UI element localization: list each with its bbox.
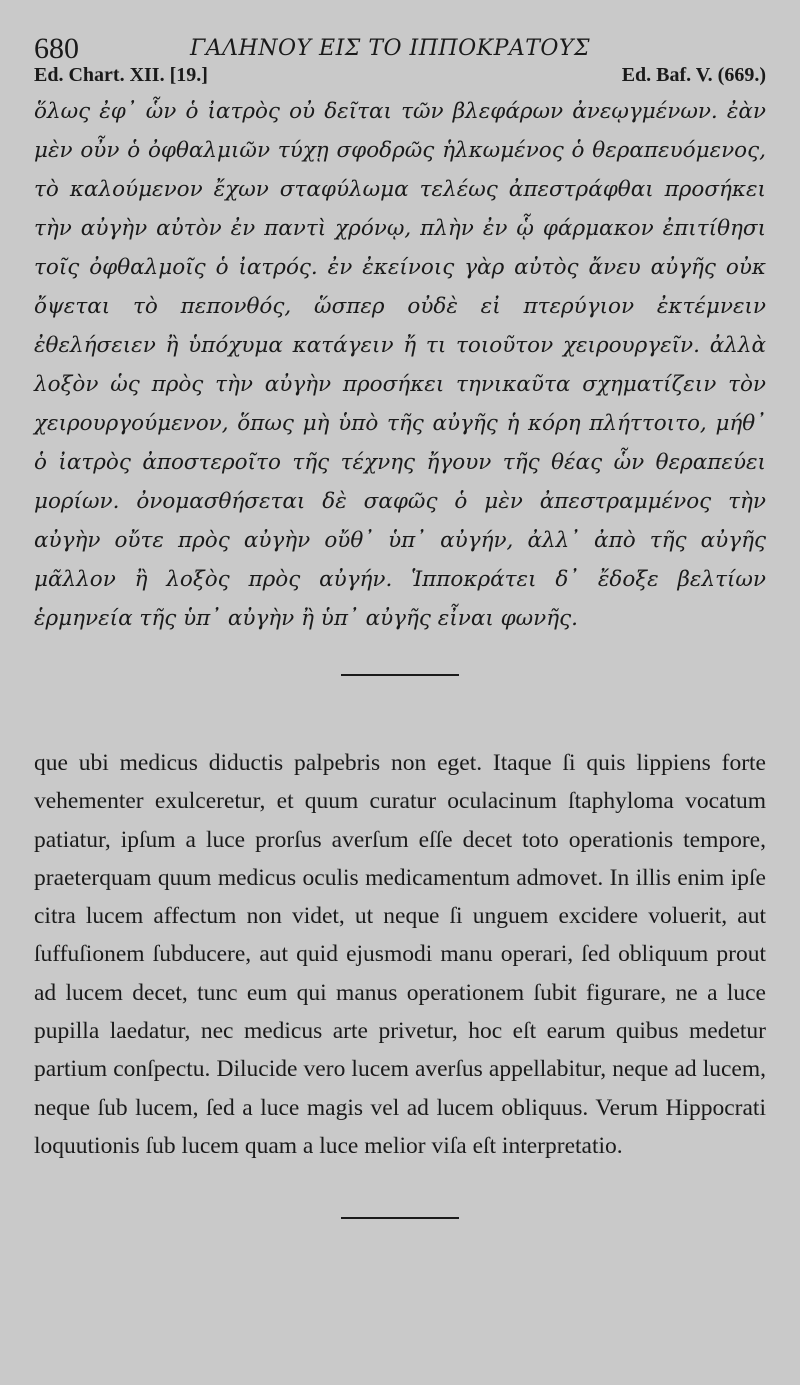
footer-divider	[341, 1217, 459, 1219]
running-title: ΓΑΛΗΝΟΥ ΕΙΣ ΤΟ ΙΠΠΟΚΡΑΤΟΥΣ	[190, 36, 591, 61]
page-number: 680	[34, 32, 79, 65]
section-divider	[341, 674, 459, 676]
edition-chartier-reference: Ed. Chart. XII. [19.]	[34, 64, 208, 86]
edition-basel-reference: Ed. Baf. V. (669.)	[621, 64, 766, 86]
edition-references	[34, 64, 766, 92]
greek-text-block: ὅλως ἐφ᾽ ὧν ὁ ἰατρὸς οὐ δεῖται τῶν βλεφάρων ἀνεῳγμένων. ἐὰν μὲν οὖν ὁ ὀφθαλμιῶν τύχῃ σφοδρῶς ἡλκωμένος ὁ θεραπευόμενος, τὸ καλούμενον ἔχων σταφύλωμα τελέως ἀπεστράφθαι προσήκει τὴν αὐγὴν αὐτὸν ἐν παντὶ χρόνῳ, πλὴν ἐν ᾧ φάρμακον ἐπιτίθησι τοῖς ὀφθαλμοῖς ὁ ἰατρός. ἐν ἐκείνοις γὰρ αὐτὸς ἄνευ αὐγῆς οὐκ ὄψεται τὸ πεπονθός, ὥσπερ οὐδὲ εἰ πτερύγιον ἐκτέμνειν ἐθελήσειεν ἢ ὑπόχυμα κατάγειν ἤ τι τοιοῦτον χειρουργεῖν. ἀλλὰ λοξὸν ὡς πρὸς τὴν αὐγὴν προσήκει τηνικαῦτα σχηματίζειν τὸν χειρουργούμενον, ὅπως μὴ ὑπὸ τῆς αὐγῆς ἡ κόρη πλήττοιτο, μήθ᾽ ὁ ἰατρὸς ἀποστεροῖτο τῆς τέχνης ἤγουν τῆς θέας ὧν θεραπεύει μορίων. ὀνομασθήσεται δὲ σαφῶς ὁ μὲν ἀπεστραμμένος τὴν αὐγὴν οὔτε πρὸς αὐγὴν οὔθ᾽ ὑπ᾽ αὐγήν, ἀλλ᾽ ἀπὸ τῆς αὐγῆς μᾶλλον ἢ λοξὸς πρὸς αὐγήν. Ἱπποκράτει δ᾽ ἔδοξε βελτίων ἑρμηνεία τῆς ὑπ᾽ αὐγὴν ἢ ὑπ᾽ αὐγῆς εἶναι φωνῆς.	[34, 99, 766, 631]
latin-translation-block: que ubi medicus diductis palpebris non eget. Itaque ſi quis lippiens forte vehementer exulceretur, et quum curatur oculacinum ſtaphyloma vocatum patiatur, ipſum a luce prorſus averſum eſſe decet toto operationis tempore, praeterquam quum medicus oculis medicamentum admovet. In illis enim ipſe citra lucem affectum non videt, ut neque ſi unguem excidere voluerit, aut ſuffuſionem ſubducere, aut quid ejusmodi manu operari, ſed obliquum prout ad lucem decet, tunc eum qui manus operationem ſubit figurare, ne a luce pupilla laedatur, nec medicus arte privetur, hoc eſt earum quibus medetur partium conſpectu. Dilucide vero lucem averſus appellabitur, neque ad lucem, neque ſub lucem, ſed a luce magis vel ad lucem obliquus. Verum Hippocrati loquutionis ſub lucem quam a luce melior viſa eſt interpretatio.	[34, 750, 766, 1159]
page-header	[34, 28, 766, 64]
